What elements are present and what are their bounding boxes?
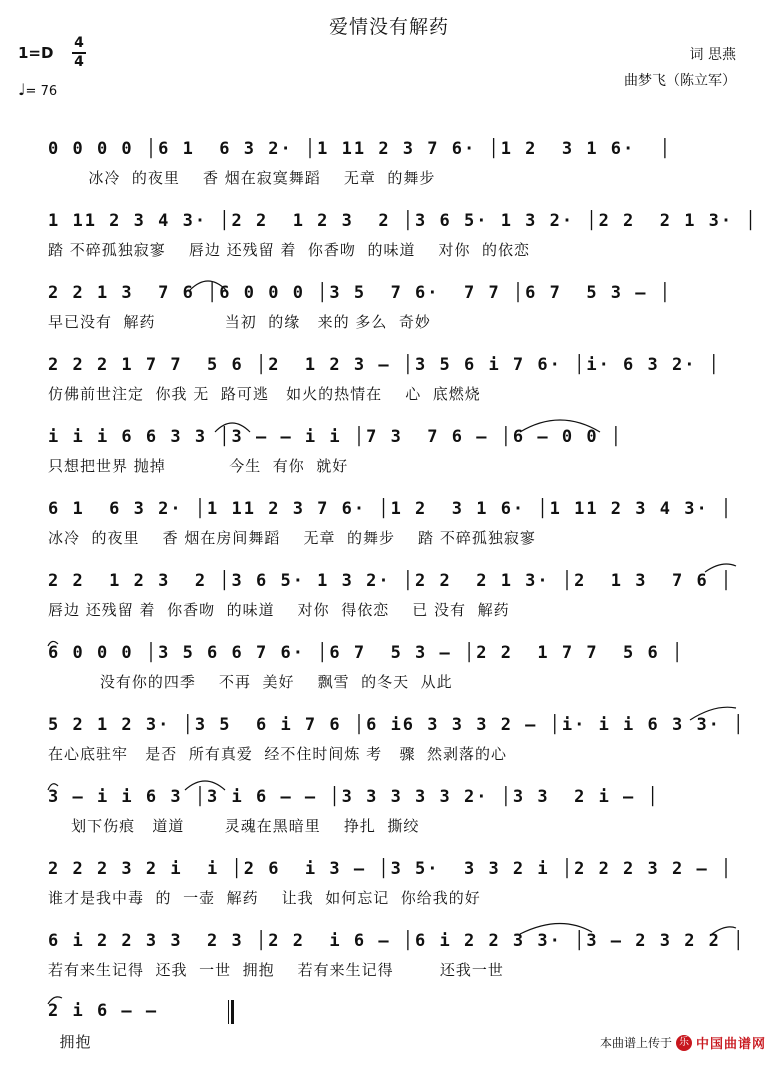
notes-line: 2 2 2 1 7 7 5 6 │2 1 2 3 – │3 5 6 i 7 6· │i· 6 3 2· │ bbox=[48, 355, 721, 375]
system bbox=[0, 282, 778, 354]
time-signature-top: 4 bbox=[74, 35, 84, 51]
system bbox=[0, 498, 778, 570]
site-logo-text[interactable]: 中国曲谱网 bbox=[695, 1037, 766, 1052]
system bbox=[0, 138, 778, 210]
composer-credit: 曲梦飞（陈立军） bbox=[624, 73, 736, 89]
time-signature bbox=[72, 36, 86, 70]
key-signature: 1=D bbox=[18, 44, 54, 62]
notes-line: 2 2 1 2 3 2 │3 6 5· 1 3 2· │2 2 2 1 3· │2 1 3 7 6 │ bbox=[48, 571, 734, 591]
notes-line: 2 2 1 3 7 6 │6 0 0 0 │3 5 7 6· 7 7 │6 7 5 3 – │ bbox=[48, 283, 672, 303]
system bbox=[0, 858, 778, 930]
upload-footer bbox=[600, 1033, 766, 1052]
lyrics-line: 划下伤痕 道道 灵魂在黑暗里 挣扎 撕绞 bbox=[48, 817, 420, 835]
system bbox=[0, 930, 778, 1002]
footer-text: 本曲谱上传于 bbox=[599, 1036, 672, 1050]
notes-line: 6 0 0 0 │3 5 6 6 7 6· │6 7 5 3 – │2 2 1 7 7 5 6 │ bbox=[48, 643, 685, 663]
system bbox=[0, 786, 778, 858]
notes-line: 6 1 6 3 2· │1 11 2 3 7 6· │1 2 3 1 6· │1 11 2 3 4 3· │ bbox=[48, 499, 734, 519]
lyrics-line: 拥抱 bbox=[48, 1033, 92, 1051]
quarter-note-icon: ♩ bbox=[18, 80, 26, 99]
lyrics-line: 没有你的四季 不再 美好 飘雪 的冬天 从此 bbox=[48, 673, 453, 691]
system bbox=[0, 354, 778, 426]
lyrics-line: 在心底驻牢 是否 所有真爱 经不住时间炼 考 骤 然剥落的心 bbox=[48, 745, 507, 763]
notes-line: 0 0 0 0 │6 1 6 3 2· │1 11 2 3 7 6· │1 2 3 1 6· │ bbox=[48, 139, 672, 159]
notes-line: i i i 6 6 3 3 │3 – – i i │7 3 7 6 – │6 – 0 0 │ bbox=[48, 427, 624, 447]
lyrics-line: 若有来生记得 还我 一世 拥抱 若有来生记得 还我一世 bbox=[48, 961, 504, 979]
tempo-value: = 76 bbox=[25, 84, 58, 99]
system bbox=[0, 642, 778, 714]
tempo-marking bbox=[18, 80, 57, 99]
time-signature-bottom: 4 bbox=[74, 53, 84, 70]
lyrics-line: 早已没有 解药 当初 的缘 来的 多么 奇妙 bbox=[48, 313, 431, 331]
system bbox=[0, 210, 778, 282]
notes-line: 1 11 2 3 4 3· │2 2 1 2 3 2 │3 6 5· 1 3 2· │2 2 2 1 3· │ bbox=[48, 211, 758, 231]
notes-line: 2 i 6 – – bbox=[48, 1001, 171, 1021]
lyrics-line: 踏 不碎孤独寂寥 唇边 还残留 着 你香吻 的味道 对你 的依恋 bbox=[48, 241, 531, 259]
notes-line: 2 2 2 3 2 i i │2 6 i 3 – │3 5· 3 3 2 i │2 2 2 3 2 – │ bbox=[48, 859, 734, 879]
lyrics-line: 只想把世界 抛掉 今生 有你 就好 bbox=[48, 457, 349, 475]
lyricist-credit: 词 思燕 bbox=[689, 47, 736, 63]
notes-line: 5 2 1 2 3· │3 5 6 i 7 6 │6 i6 3 3 3 2 – │i· i i 6 3 3· │ bbox=[48, 715, 746, 735]
final-barline bbox=[228, 1000, 234, 1024]
page-title: 爱情没有解药 bbox=[328, 16, 449, 38]
system bbox=[0, 426, 778, 498]
lyrics-line: 冰冷 的夜里 香 烟在寂寞舞蹈 无章 的舞步 bbox=[48, 169, 436, 187]
lyrics-line: 冰冷 的夜里 香 烟在房间舞蹈 无章 的舞步 踏 不碎孤独寂寥 bbox=[48, 529, 536, 547]
notes-line: 3 – i i 6 3 │3 i 6 – – │3 3 3 3 3 2· │3 3 2 i – │ bbox=[48, 787, 660, 807]
lyrics-line: 唇边 还残留 着 你香吻 的味道 对你 得依恋 已 没有 解药 bbox=[48, 601, 510, 619]
lyrics-line: 仿佛前世注定 你我 无 路可逃 如火的热情在 心 底燃烧 bbox=[48, 385, 481, 403]
notes-line: 6 i 2 2 3 3 2 3 │2 2 i 6 – │6 i 2 2 3 3· │3 – 2 3 2 2 │ bbox=[48, 931, 746, 951]
music-site-logo-icon: 乐 bbox=[676, 1035, 692, 1051]
system bbox=[0, 714, 778, 786]
lyrics-line: 谁才是我中毒 的 一壶 解药 让我 如何忘记 你给我的好 bbox=[48, 889, 481, 907]
system bbox=[0, 570, 778, 642]
